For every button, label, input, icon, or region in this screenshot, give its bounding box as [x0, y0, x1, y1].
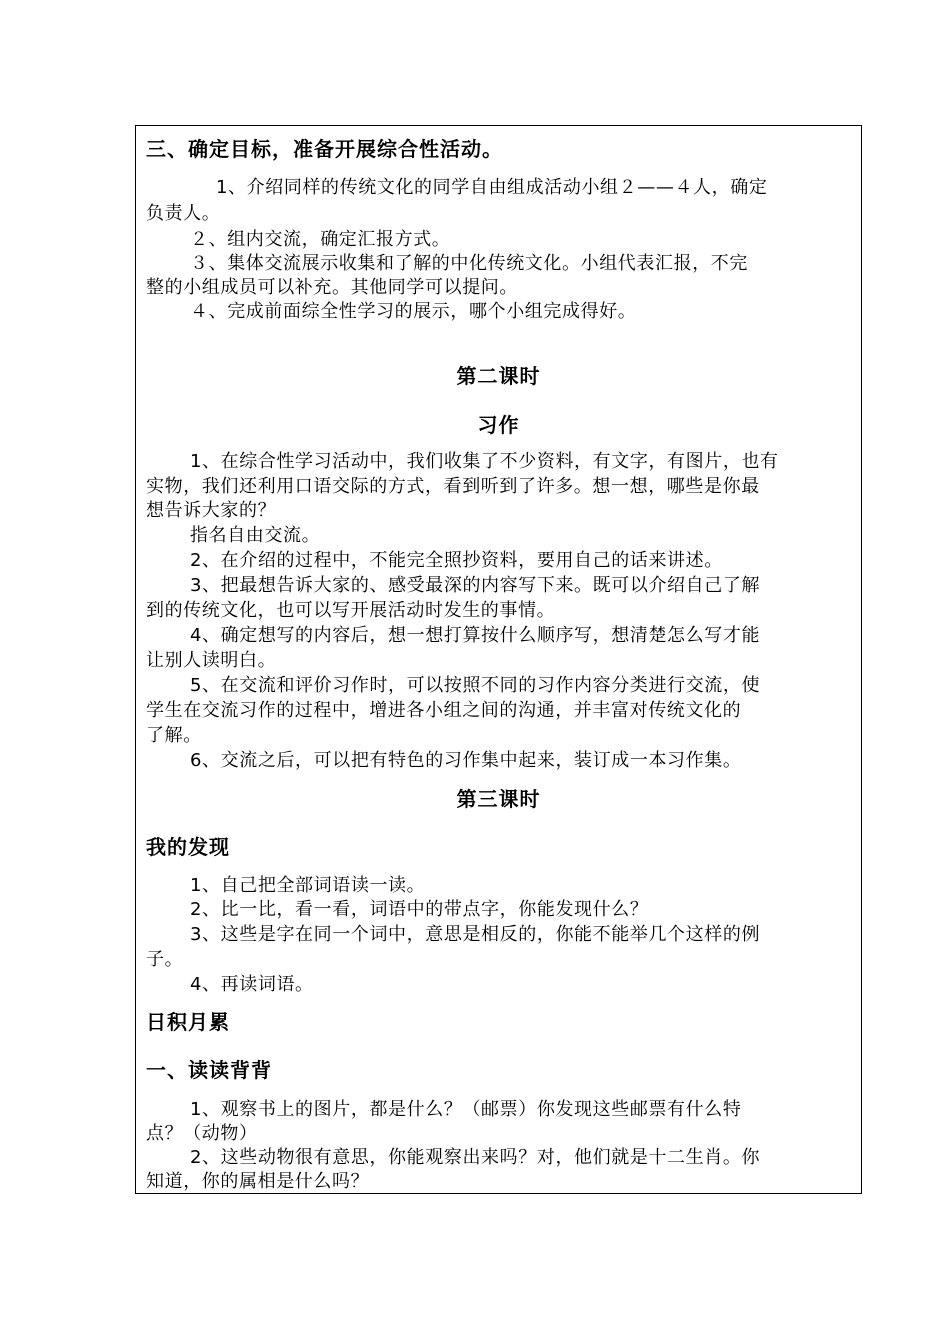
paragraph-line: 5、在交流和评价习作时，可以按照不同的习作内容分类进行交流，使 [190, 675, 761, 696]
section-heading: 我的发现 [146, 835, 230, 859]
paragraph-line: 整的小组成员可以补充。其他同学可以提问。 [146, 277, 518, 298]
section-heading: 一、读读背背 [146, 1058, 272, 1082]
section-heading: 日积月累 [146, 1010, 230, 1034]
paragraph-line: 实物，我们还利用口语交际的方式，看到听到了许多。想一想，哪些是你最 [146, 476, 760, 497]
paragraph-line: 到的传统文化，也可以写开展活动时发生的事情。 [146, 600, 556, 621]
paragraph-line: ２、组内交流，确定汇报方式。 [190, 229, 451, 250]
lesson-subtitle: 习作 [477, 413, 520, 437]
lesson-title: 第二课时 [456, 364, 541, 388]
paragraph-line: 2、这些动物很有意思，你能观察出来吗？对，他们就是十二生肖。你 [190, 1147, 761, 1168]
paragraph-line: 点？（动物） [146, 1123, 258, 1144]
paragraph-line: 知道，你的属相是什么吗？ [146, 1171, 370, 1192]
paragraph-line: 指名自由交流。 [190, 525, 321, 546]
paragraph-line: ３、集体交流展示收集和了解的中化传统文化。小组代表汇报，不完 [190, 253, 748, 274]
paragraph-line: 让别人读明白。 [146, 650, 277, 671]
paragraph-line: 3、这些是字在同一个词中，意思是相反的，你能不能举几个这样的例 [190, 924, 761, 945]
paragraph-line: 2、在介绍的过程中，不能完全照抄资料，要用自己的话来讲述。 [190, 550, 723, 571]
paragraph-line: 1、介绍同样的传统文化的同学自由组成活动小组２——４人，确定 [216, 177, 768, 198]
paragraph-line: 2、比一比，看一看，词语中的带点字，你能发现什么？ [190, 899, 649, 920]
paragraph-line: 4、再读词语。 [190, 974, 314, 995]
paragraph-line: 1、在综合性学习活动中，我们收集了不少资料，有文字，有图片，也有 [190, 451, 779, 472]
paragraph-line: 学生在交流习作的过程中，增进各小组之间的沟通，并丰富对传统文化的 [146, 700, 742, 721]
paragraph-line: ４、完成前面综全性学习的展示，哪个小组完成得好。 [190, 301, 637, 322]
paragraph-line: 子。 [146, 949, 184, 970]
paragraph-line: 1、观察书上的图片，都是什么？（邮票）你发现这些邮票有什么特 [190, 1099, 742, 1120]
paragraph-line: 了解。 [146, 725, 202, 746]
paragraph-line: 3、把最想告诉大家的、感受最深的内容写下来。既可以介绍自己了解 [190, 575, 761, 596]
paragraph-line: 1、自己把全部词语读一读。 [190, 875, 426, 896]
section-heading: 三、确定目标，准备开展综合性活动。 [146, 137, 503, 161]
paragraph-line: 负责人。 [146, 203, 221, 224]
paragraph-line: 4、确定想写的内容后，想一想打算按什么顺序写，想清楚怎么写才能 [190, 625, 761, 646]
paragraph-line: 6、交流之后，可以把有特色的习作集中起来，装订成一本习作集。 [190, 750, 742, 771]
lesson-title: 第三课时 [456, 787, 541, 811]
paragraph-line: 想告诉大家的？ [146, 500, 277, 521]
